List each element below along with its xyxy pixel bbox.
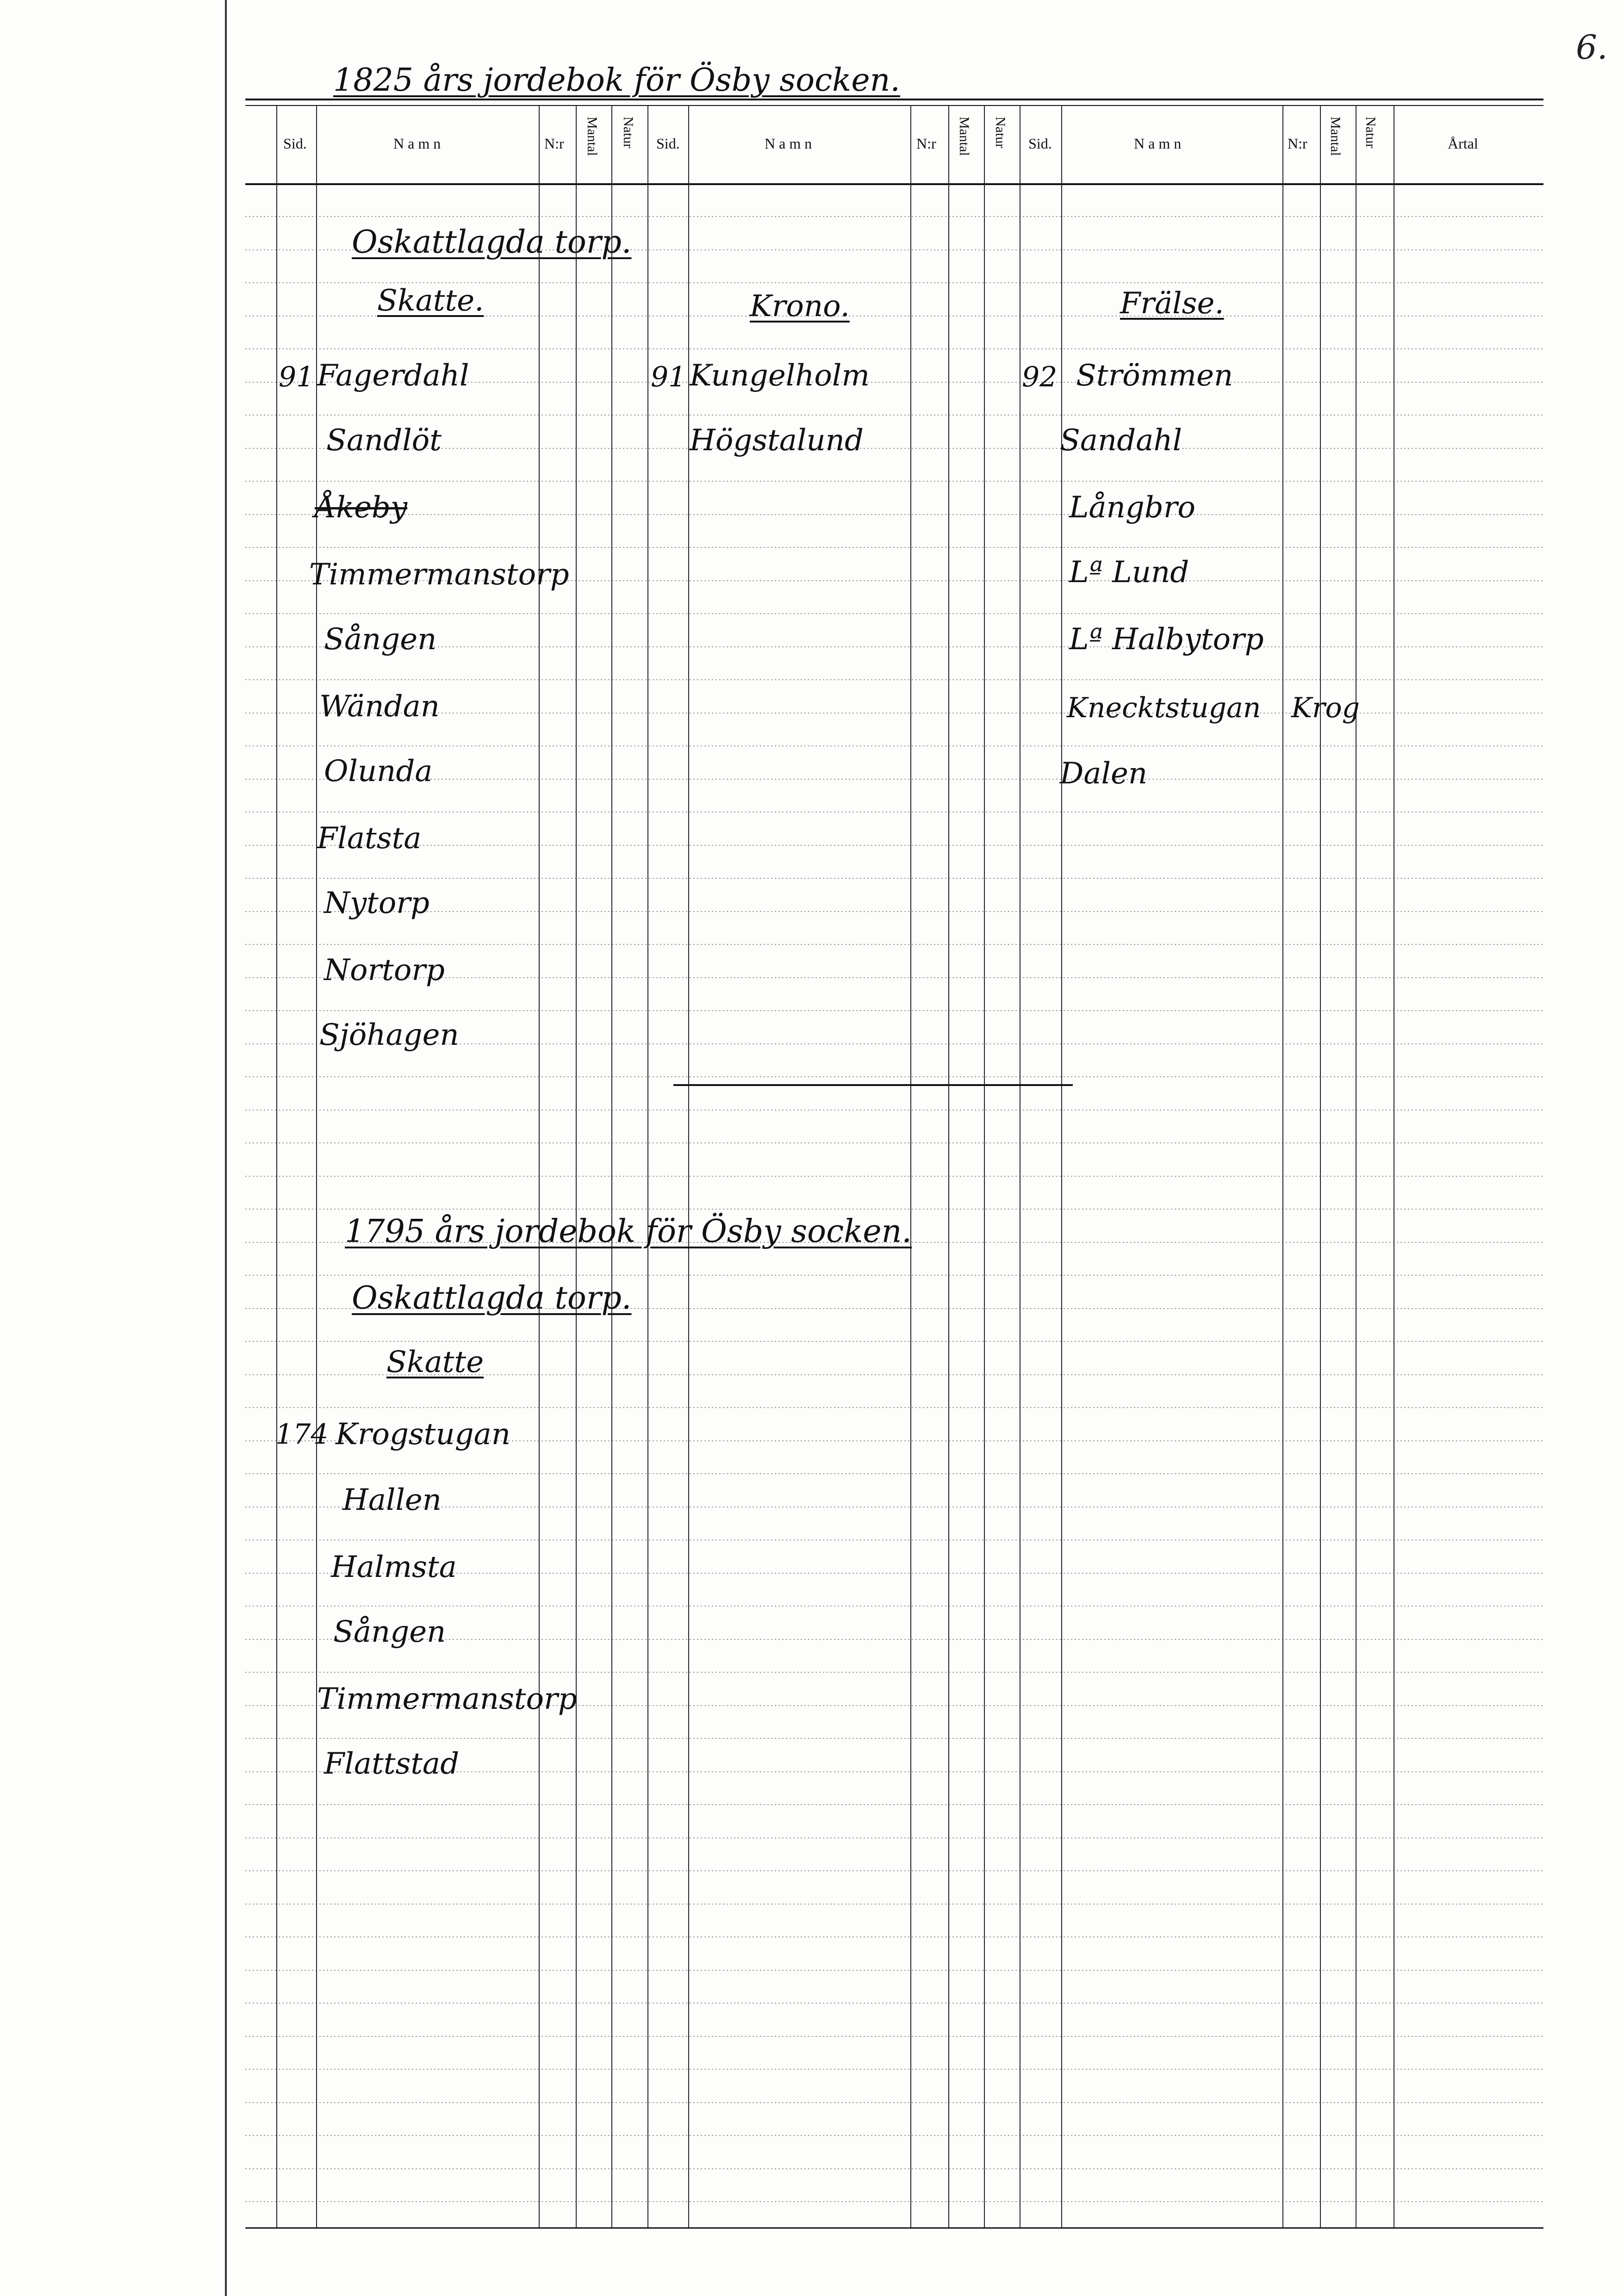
- fralse-item: Knecktstugan: [1067, 692, 1261, 724]
- section2-item: Sången: [333, 1615, 446, 1649]
- header-natur-1: Natur: [621, 117, 636, 149]
- skatte-heading: Skatte.: [377, 284, 484, 318]
- skatte-sid: 91: [279, 361, 314, 393]
- page-title: 1825 års jordebok för Ösby socken.: [333, 62, 901, 99]
- fralse-item: Sandahl: [1060, 423, 1182, 458]
- krono-item: Högstalund: [690, 423, 864, 458]
- skatte-item: Fagerdahl: [317, 359, 469, 393]
- skatte-item: Olunda: [324, 754, 433, 788]
- section1-heading: Oskattlagda torp.: [352, 224, 632, 261]
- fralse-item: Lª Lund: [1069, 555, 1189, 590]
- header-mantal-2: Mantal: [957, 117, 972, 156]
- header-natur-3: Natur: [1363, 117, 1378, 149]
- header-mantal-3: Mantal: [1328, 117, 1343, 156]
- section2-item: Halmsta: [331, 1550, 457, 1584]
- skatte-item: Sandlöt: [326, 423, 442, 458]
- section2-sid: 174: [275, 1418, 329, 1451]
- skatte-item: Nortorp: [324, 953, 445, 987]
- skatte-item: Åkeby: [315, 490, 407, 525]
- header-namn-3: N a m n: [1134, 135, 1182, 152]
- header-nr-1: N:r: [544, 135, 564, 152]
- fralse-sid: 92: [1022, 361, 1058, 393]
- krono-sid: 91: [651, 361, 686, 393]
- skatte-item: Sången: [324, 622, 437, 657]
- skatte-item: Nytorp: [324, 886, 429, 920]
- header-mantal-1: Mantal: [585, 117, 600, 156]
- fralse-item: Dalen: [1060, 757, 1148, 791]
- skatte-item: Flatsta: [317, 821, 422, 856]
- header-sid-1: Sid.: [283, 135, 307, 152]
- section2-item: Timmermanstorp: [317, 1682, 577, 1716]
- fralse-item: Långbro: [1069, 490, 1195, 525]
- skatte-item: Wändan: [319, 689, 440, 724]
- fralse-extra: Krog: [1291, 692, 1360, 724]
- skatte-item: Timmermanstorp: [309, 558, 569, 592]
- page-number: 6.: [1576, 28, 1608, 67]
- section2-item: Krogstugan: [336, 1417, 511, 1452]
- skatte-item: Sjöhagen: [319, 1018, 459, 1052]
- krono-heading: Krono.: [750, 289, 850, 323]
- header-nr-2: N:r: [916, 135, 936, 152]
- section2-title: 1795 års jordebok för Ösby socken.: [345, 1213, 912, 1250]
- header-sid-3: Sid.: [1028, 135, 1052, 152]
- header-artal: Årtal: [1448, 135, 1478, 152]
- krono-item: Kungelholm: [690, 359, 870, 393]
- fralse-item: Lª Halbytorp: [1069, 622, 1264, 657]
- header-namn-1: N a m n: [393, 135, 441, 152]
- section2-item: Hallen: [342, 1483, 442, 1517]
- section2-heading: Oskattlagda torp.: [352, 1280, 632, 1316]
- section2-item: Flattstad: [324, 1747, 460, 1781]
- header-natur-2: Natur: [993, 117, 1008, 149]
- section2-skatte-heading: Skatte: [386, 1345, 484, 1379]
- header-sid-2: Sid.: [656, 135, 680, 152]
- header-namn-2: N a m n: [765, 135, 812, 152]
- header-nr-3: N:r: [1288, 135, 1307, 152]
- fralse-item: Strömmen: [1076, 359, 1233, 393]
- fralse-heading: Frälse.: [1120, 286, 1224, 321]
